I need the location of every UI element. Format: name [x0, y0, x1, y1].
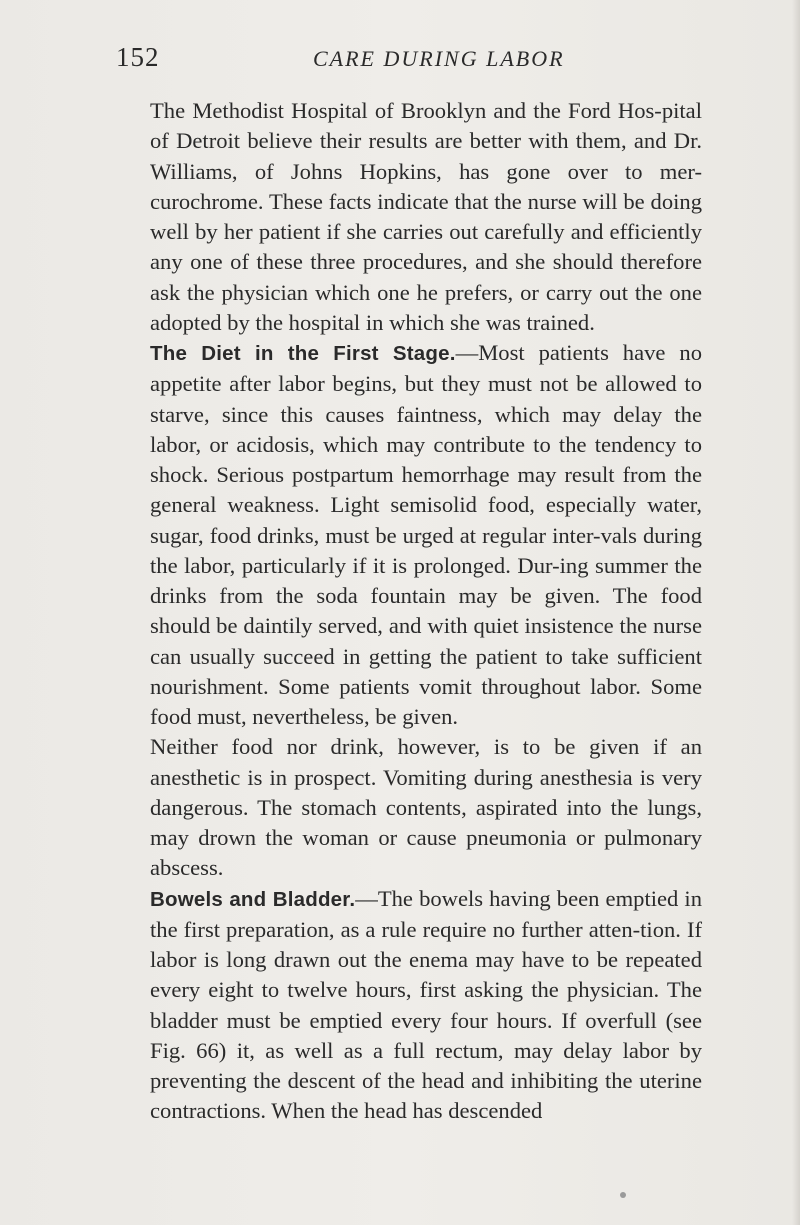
paragraph-text: The Methodist Hospital of Brooklyn and the Ford Hos-pital of Detroit believe their results are better with them, and Dr. Williams, of Johns Hopkins, has gone over to mer-curochrome. These facts indicate that the nurse will be doing well by her patient if she carries out carefully and efficiently any one of these three procedures, and she should therefore ask the physician which one he prefers, or carry out the one adopted by the hospital in which she was trained. [150, 98, 702, 335]
paragraph [150, 732, 702, 883]
page-edge-shadow [792, 0, 800, 1225]
paragraph-text: —Most patients have no appetite after labor begins, but they must not be allowed to starve, since this causes faintness, which may delay the labor, or acidosis, which may contribute to the tendency to shock. Serious postpartum hemorrhage may result from the general weakness. Light semisolid food, especially water, sugar, food drinks, must be urged at regular inter-vals during the labor, particularly if it is prolonged. Dur-ing summer the drinks from the soda fountain may be given. The food should be daintily served, and with quiet insistence the nurse can usually succeed in getting the patient to take sufficient nourishment. Some patients vomit throughout labor. Some food must, nevertheless, be given. [150, 340, 702, 729]
running-head: CARE DURING LABOR [313, 46, 565, 71]
page-number: 152 [116, 42, 160, 72]
paragraph-text: Neither food nor drink, however, is to be given if an anesthetic is in prospect. Vomiting during anesthesia is very dangerous. The stomach contents, aspirated into the lungs, may drown the woman or cause pneumonia or pulmonary abscess. [150, 734, 702, 881]
paragraph [150, 338, 702, 732]
paragraph [150, 96, 702, 338]
page-header [0, 42, 800, 78]
section-heading-bowels: Bowels and Bladder. [150, 887, 356, 911]
paragraph [150, 884, 702, 1127]
section-heading-diet: The Diet in the First Stage. [150, 342, 456, 365]
ink-speck [620, 1192, 626, 1198]
body-text [150, 96, 702, 1127]
paragraph-text: —The bowels having been emptied in the first preparation, as a rule require no further atten-tion. If labor is long drawn out the enema may have to be repeated every eight to twelve hours, first asking the physician. The bladder must be emptied every four hours. If overfull (see Fig. 66) it, as well as a full rectum, may delay labor by preventing the descent of the head and inhibiting the uterine contractions. When the head has descended [150, 885, 703, 1124]
